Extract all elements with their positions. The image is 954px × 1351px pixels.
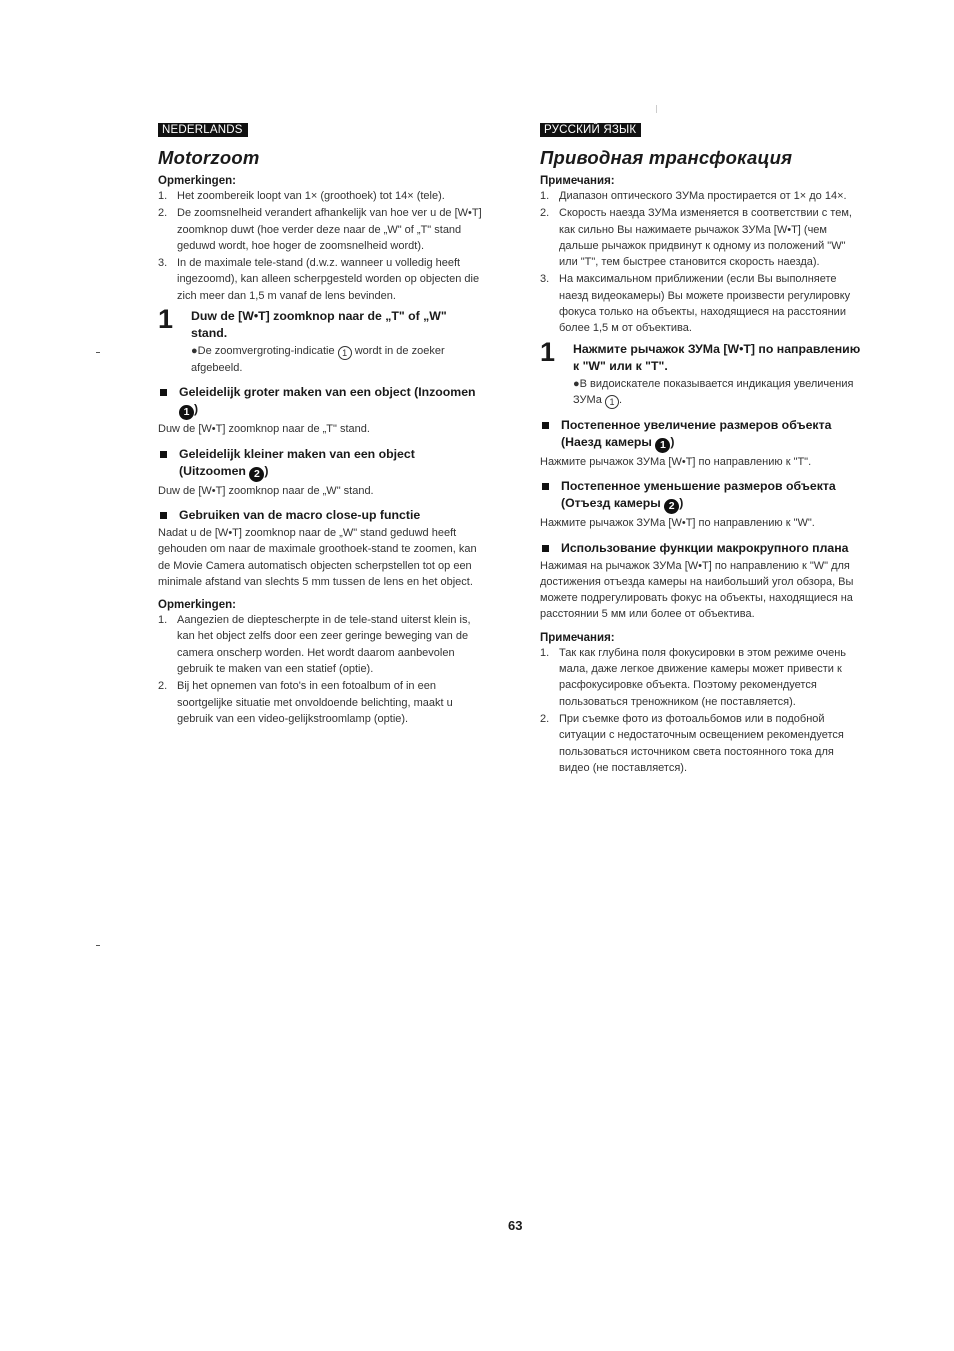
section-heading-zoom-in: Geleidelijk groter maken van een object (Inzoomen 1 ) <box>158 384 482 420</box>
russian-column <box>540 120 866 777</box>
square-bullet-icon <box>160 389 167 396</box>
section-body: Нажимая на рычажок ЗУМа [W•T] по направлению к "W" для достижения отъезда камеры на наибольший угол обзора, Вы можете подрегулировать фокус на объекты, находящиеся на расстоянии 5 мм или более от объектива. <box>540 559 854 621</box>
margin-mark-bottom <box>96 945 100 946</box>
step-number: 1 <box>158 304 174 335</box>
notes-heading: Opmerkingen: <box>158 599 236 612</box>
dutch-column <box>158 120 482 728</box>
step-1 <box>540 336 866 409</box>
outlined-number-icon: 1 <box>605 395 619 409</box>
square-bullet-icon <box>542 483 549 490</box>
square-bullet-icon <box>160 451 167 458</box>
notes-list <box>158 612 482 727</box>
section-heading-zoom-out: Geleidelijk kleiner maken van een object (Uitzoomen 2 ) <box>158 446 482 482</box>
list-item: 3. На максимальном приближении (если Вы выполняете наезд видеокамеры) Вы можете произвести регулировку фокуса только на объекты, находящиеся на расстоянии более 1,5 м от объектива. <box>540 273 851 335</box>
list-item: 1. Диапазон оптического ЗУМа простирается от 1× до 14×. <box>540 190 847 202</box>
notes-list <box>540 645 866 776</box>
language-tag-dutch: NEDERLANDS <box>158 123 248 137</box>
list-item: 1. Het zoombereik loopt van 1× (groothoek) tot 14× (tele). <box>158 190 445 202</box>
notes-heading: Opmerkingen: <box>158 175 236 187</box>
section-body: Нажмите рычажок ЗУМа [W•T] по направлению к "T". <box>540 455 812 468</box>
section-heading-zoom-out: Постепенное уменьшение размеров объекта (Отъезд камеры 2 ) <box>540 478 866 514</box>
square-bullet-icon <box>542 422 549 429</box>
step-instruction: Duw de [W•T] zoomknop naar de „T" of „W" stand. <box>191 309 447 341</box>
section-heading-zoom-in: Постепенное увеличение размеров объекта (Наезд камеры 1 ) <box>540 417 866 453</box>
filled-number-icon: 2 <box>249 467 264 482</box>
section-title-russian: Приводная трансфокация <box>540 147 793 168</box>
list-item: 2. De zoomsnelheid verandert afhankelijk van hoe ver u de [W•T] zoomknop duwt (hoe verder deze naar de „W" of „T" stand geduwd wordt, hoe hoger de zoomsnelheid wordt). <box>158 207 482 252</box>
section-body: Duw de [W•T] zoomknop naar de „T" stand. <box>158 423 370 436</box>
step-bullet: ●De zoomvergroting-indicatie 1 wordt in de zoeker afgebeeld. <box>191 345 445 375</box>
list-item: 1. Aangezien de dieptescherpte in de tele-stand uiterst klein is, kan het object zelfs door een zeer geringe beweging van de camera onscherp worden. Het wordt daarom aanbevolen gebruik te maken van een statief (optie). <box>158 614 471 676</box>
step-bullet: ●В видоискателе показывается индикация увеличения ЗУМа 1 . <box>573 377 854 407</box>
list-item: 1. Так как глубина поля фокусировки в этом режиме очень мала, даже легкое движение камеры может привести к расфокусировке объекта. Поэтому рекомендуется пользоваться треножником (не поставляется). <box>540 646 847 708</box>
column-divider-mark <box>656 105 657 113</box>
filled-number-icon: 1 <box>179 405 194 420</box>
page-number: 63 <box>508 1218 523 1233</box>
section-body: Duw de [W•T] zoomknop naar de „W" stand. <box>158 484 374 497</box>
section-heading-macro: Gebruiken van de macro close-up functie <box>158 507 482 524</box>
section-body: Nadat u de [W•T] zoomknop naar de „W" stand geduwd heeft gehouden om naar de maximale groothoek-stand te zoomen, kan de Movie Camera automatisch objecten scherpstellen tot op een minimale afstand van slechts 5 mm tussen de lens en het object. <box>158 526 477 588</box>
section-heading-macro: Использование функции макрокрупного плана <box>540 540 866 557</box>
step-instruction: Нажмите рычажок ЗУМа [W•T] по направлению к "W" или к "T". <box>573 341 861 373</box>
notes-heading: Примечания: <box>540 631 615 644</box>
outlined-number-icon: 1 <box>338 346 352 360</box>
language-tag-russian: РУССКИЙ ЯЗЫК <box>540 123 641 137</box>
step-1 <box>158 304 482 376</box>
square-bullet-icon <box>542 545 549 552</box>
list-item: 2. Bij het opnemen van foto's in een fotoalbum of in een soortgelijke situatie met onvoldoende belichting, maakt u gebruik van een video-gelijkstroomlamp (optie). <box>158 680 453 725</box>
filled-number-icon: 1 <box>655 438 670 453</box>
list-item: 3. In de maximale tele-stand (d.w.z. wanneer u volledig heeft ingezoomd), kan alleen scherpgesteld worden op objecten die zich meer dan 1,5 m vanaf de lens bevinden. <box>158 257 480 302</box>
notes-list <box>158 188 482 304</box>
list-item: 2. При съемке фото из фотоальбомов или в подобной ситуации с недостаточным освещением рекомендуется пользоваться источником света постоянного тока для видео (не поставляется). <box>540 712 844 774</box>
margin-mark-top <box>96 352 100 353</box>
section-body: Нажмите рычажок ЗУМа [W•T] по направлению к "W". <box>540 517 815 530</box>
filled-number-icon: 2 <box>664 499 679 514</box>
notes-list <box>540 188 866 337</box>
notes-heading: Примечания: <box>540 175 615 187</box>
step-number: 1 <box>540 336 556 367</box>
section-title-dutch: Motorzoom <box>158 147 260 168</box>
list-item: 2. Скорость наезда ЗУМа изменяется в соответствии с тем, как сильно Вы нажимаете рычажок ЗУМа [W•T] (чем дальше рычажок придвинут к одному из положений "W" или "T", тем быстрее становится скорость наезда). <box>540 207 852 269</box>
square-bullet-icon <box>160 512 167 519</box>
